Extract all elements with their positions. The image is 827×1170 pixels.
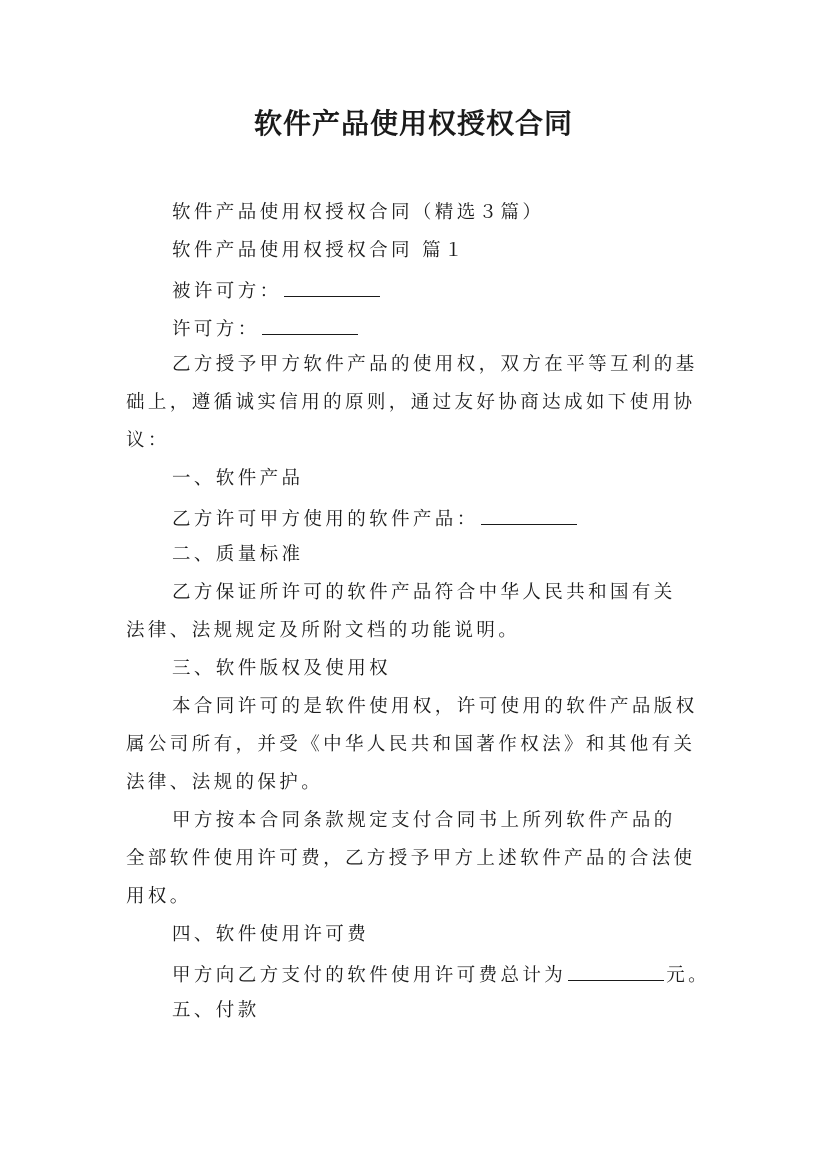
quality-line-2: 法律、法规规定及所附文档的功能说明。 [126, 620, 521, 641]
licensee-blank [284, 270, 380, 297]
copyright-line-2: 属公司所有，并受《中华人民共和国著作权法》和其他有关 [126, 734, 696, 755]
license-fee-unit: 元。 [666, 965, 711, 986]
heading-payment: 五、付款 [172, 1000, 260, 1021]
intro-line-3: 议： [126, 430, 170, 451]
copyright-line-3: 法律、法规的保护。 [126, 772, 324, 793]
heading-license-fee: 四、软件使用许可费 [172, 924, 370, 945]
licensor-label: 许可方： [172, 319, 260, 340]
fee-grant-line-3: 用权。 [126, 886, 192, 907]
section-title: 软件产品使用权授权合同 篇１ [172, 240, 466, 261]
licensee-line [126, 270, 706, 308]
license-fee-text: 甲方向乙方支付的软件使用许可费总计为 [172, 965, 567, 986]
quality-line-1: 乙方保证所许可的软件产品符合中华人民共和国有关 [172, 582, 676, 603]
licensor-line [126, 308, 706, 346]
fee-grant-line-1: 甲方按本合同条款规定支付合同书上所列软件产品的 [172, 810, 676, 831]
license-fee-blank [568, 954, 664, 981]
software-product-label: 乙方许可甲方使用的软件产品： [172, 509, 479, 530]
software-product-line [126, 498, 706, 536]
intro-line-2: 础上，遵循诚实信用的原则，通过友好协商达成如下使用协 [126, 392, 696, 413]
fee-grant-line-2: 全部软件使用许可费，乙方授予甲方上述软件产品的合法使 [126, 848, 696, 869]
licensee-label: 被许可方： [172, 281, 282, 302]
license-fee-line [126, 954, 711, 992]
heading-software-product: 一、软件产品 [172, 468, 304, 489]
document-body [126, 194, 711, 1030]
subtitle: 软件产品使用权授权合同（精选３篇） [172, 202, 545, 223]
document-title: 软件产品使用权授权合同 [253, 107, 573, 140]
heading-quality-standard: 二、质量标准 [172, 544, 304, 565]
licensor-blank [262, 308, 358, 335]
software-product-blank [481, 498, 577, 525]
intro-line-1: 乙方授予甲方软件产品的使用权，双方在平等互利的基 [172, 354, 698, 375]
heading-copyright: 三、软件版权及使用权 [172, 658, 392, 679]
copyright-line-1: 本合同许可的是软件使用权，许可使用的软件产品版权 [172, 696, 698, 717]
